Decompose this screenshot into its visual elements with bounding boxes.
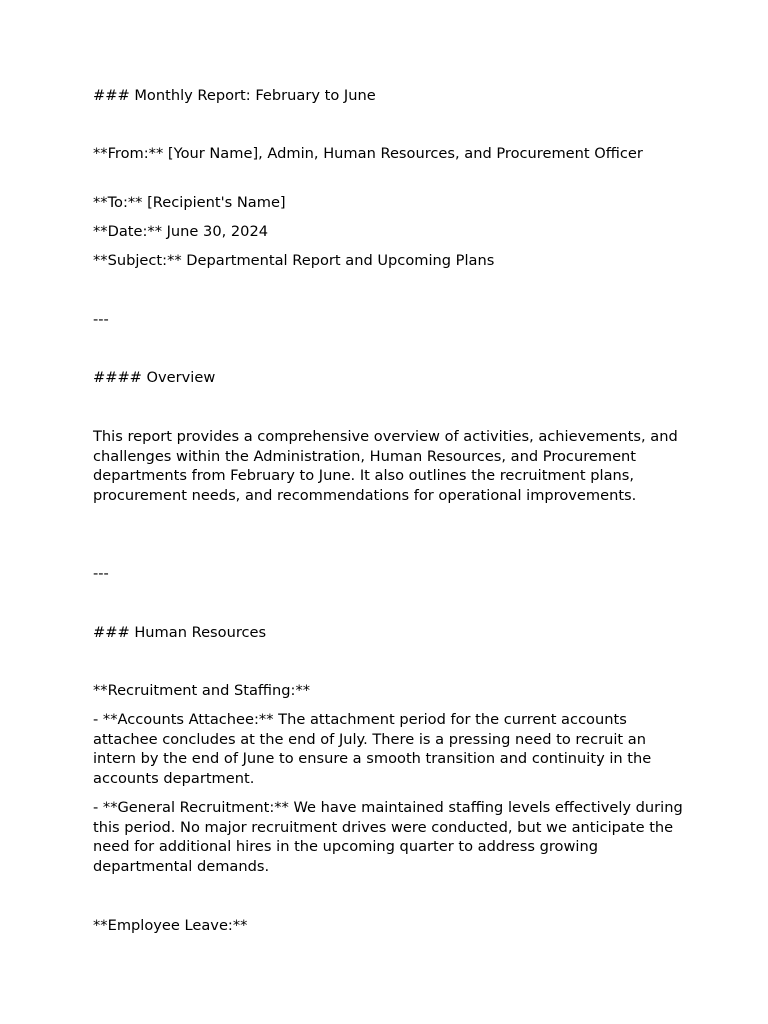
report-title: ### Monthly Report: February to June bbox=[93, 87, 376, 104]
from-line: **From:** [Your Name], Admin, Human Resources, and Procurement Officer bbox=[93, 145, 643, 162]
section-divider: --- bbox=[93, 565, 109, 582]
section-divider: --- bbox=[93, 311, 109, 328]
recruitment-heading: **Recruitment and Staffing:** bbox=[93, 682, 311, 699]
overview-heading: #### Overview bbox=[93, 369, 216, 386]
human-resources-heading: ### Human Resources bbox=[93, 624, 267, 641]
general-recruitment-bullet: - **General Recruitment:** We have maintained staffing levels effectively during this period. No major recruitment drives were conducted, but we anticipate the need for additional hires in the upcoming quarter to address growing departmental demands. bbox=[93, 799, 688, 875]
subject-line: **Subject:** Departmental Report and Upcoming Plans bbox=[93, 252, 495, 269]
to-line: **To:** [Recipient's Name] bbox=[93, 194, 286, 211]
employee-leave-heading: **Employee Leave:** bbox=[93, 917, 248, 934]
overview-paragraph: This report provides a comprehensive overview of activities, achievements, and challenges within the Administration, Human Resources, and Procurement departments from February to June. It also outlines the recruitment plans, procurement needs, and recommendations for operational improvements. bbox=[93, 428, 683, 504]
date-line: **Date:** June 30, 2024 bbox=[93, 223, 269, 240]
accounts-attachee-bullet: - **Accounts Attachee:** The attachment period for the current accounts attachee concludes at the end of July. There is a pressing need to recruit an intern by the end of June to ensure a smooth transition and continuity in the accounts department. bbox=[93, 711, 656, 787]
